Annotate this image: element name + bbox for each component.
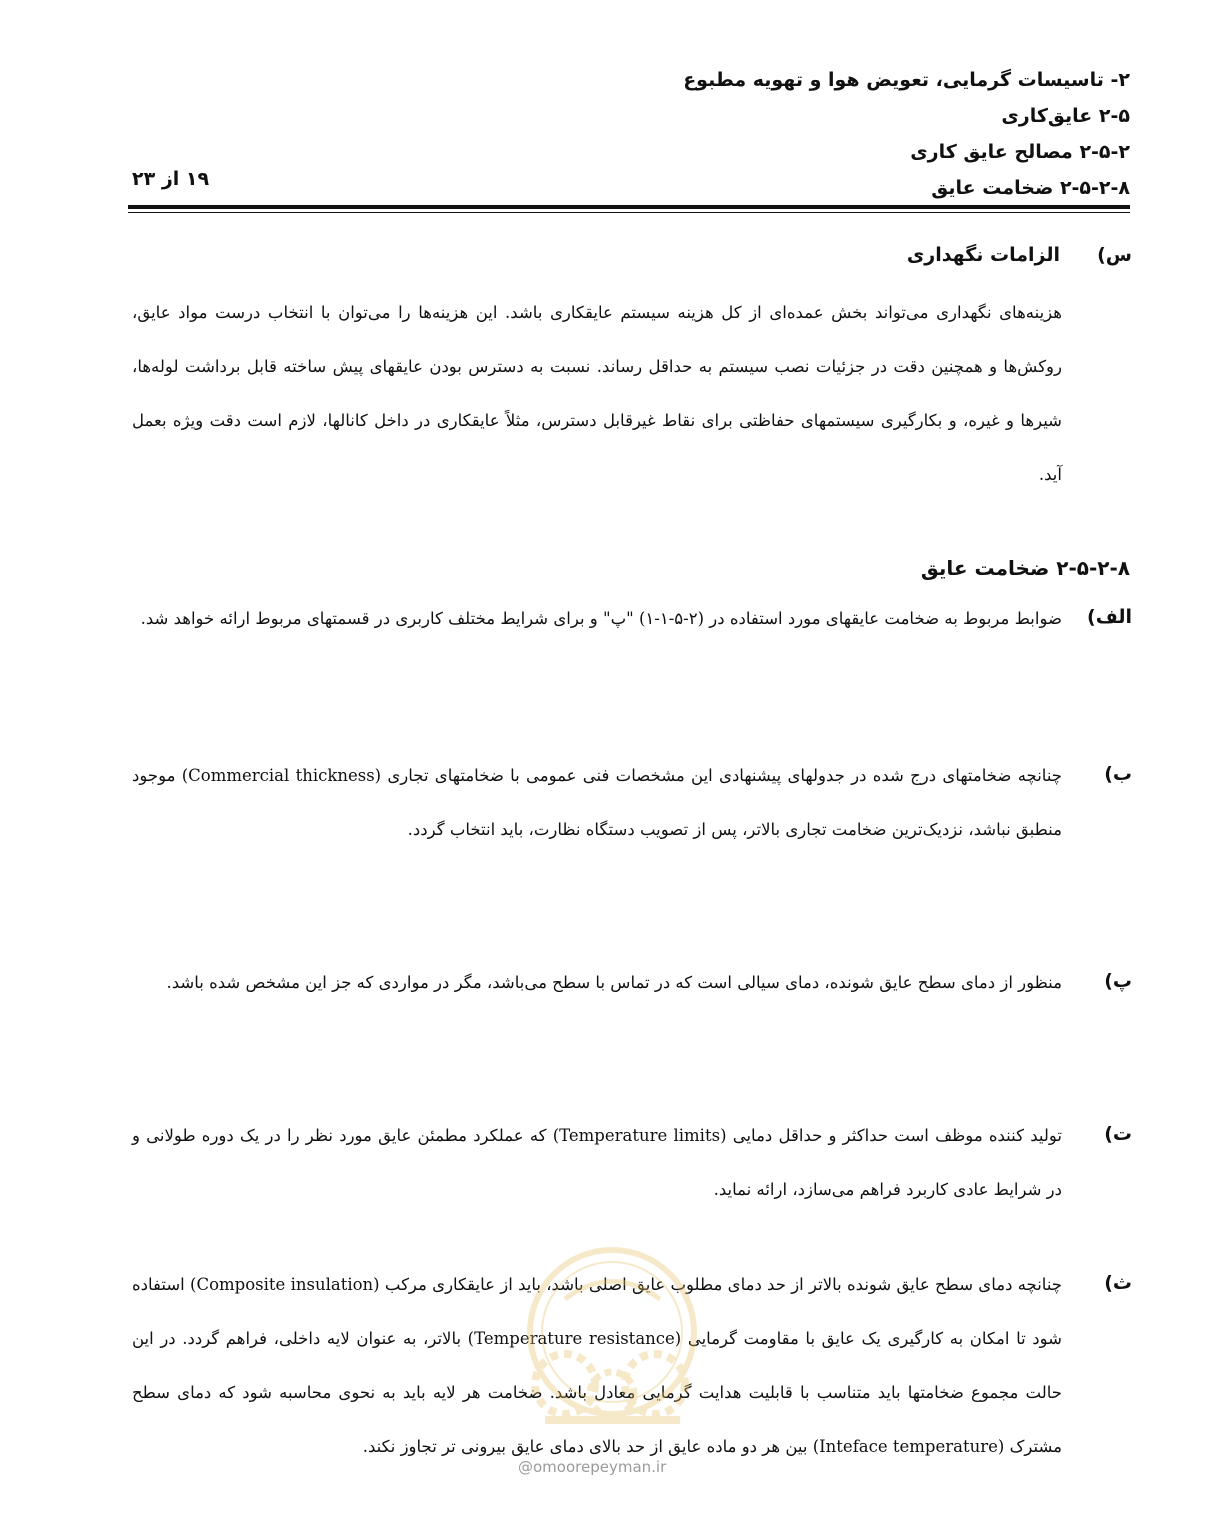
watermark-text: @omoorepeyman.ir xyxy=(518,1458,667,1476)
page-header xyxy=(130,62,1130,206)
item-text: ضوابط مربوط به ضخامت عایقهای مورد استفاده در (۲-۵-۱-۱) "پ" و برای شرایط مختلف کاربری در قسمتهای مربوط ارائه خواهد شد. xyxy=(140,609,1062,628)
item-text: تولید کننده موظف است حداکثر و حداقل دمایی (Temperature limits) که عملکرد مطمئن عایق مورد نظر را در یک دوره طولانی و در شرایط عادی کاربرد فراهم می‌سازد، ارائه نماید. xyxy=(132,1126,1062,1199)
item-text: چنانچه ضخامتهای درج شده در جدولهای پیشنهادی این مشخصات فنی عمومی با ضخامتهای تجاری (Commercial thickness) موجود منطبق نباشد، نزدیک‌ترین ضخامت تجاری بالاتر، پس از تصویب دستگاه نظارت، باید انتخاب گردد. xyxy=(132,766,1062,839)
item-text: منظور از دمای سطح عایق شونده، دمای سیالی است که در تماس با سطح می‌باشد، مگر در مواردی که جز این مشخص شده باشد. xyxy=(166,973,1062,992)
list-item xyxy=(132,970,1132,1010)
header-divider-thin xyxy=(128,212,1130,213)
list-item xyxy=(132,763,1132,857)
item-label: ت) xyxy=(1104,1123,1132,1145)
page-number: ۱۹ از ۲۳ xyxy=(132,168,210,190)
item-label: ث) xyxy=(1104,1272,1132,1294)
section-heading: ۲-۵-۲-۸ ضخامت عایق xyxy=(920,556,1130,580)
section-title: الزامات نگهداری xyxy=(906,244,1060,266)
list-item xyxy=(132,1123,1132,1217)
item-label: الف) xyxy=(1087,606,1132,628)
header-divider xyxy=(128,205,1130,209)
list-item xyxy=(132,606,1132,646)
header-chapter: ۲- تاسیسات گرمایی، تعویض هوا و تهویه مطبوع xyxy=(683,69,1130,91)
item-label: پ) xyxy=(1104,970,1132,992)
paragraph: هزینه‌های نگهداری می‌تواند بخش عمده‌ای از کل هزینه سیستم عایقکاری باشد. این هزینه‌ها را می‌توان با انتخاب درست مواد عایق، روکش‌ها و همچنین دقت در جزئیات نصب سیستم به حداقل رساند. نسبت به دسترس بودن عایقهای پیش ساخته قابل برداشت لوله‌ها، شیرها و غیره، و بکارگیری سیستمهای حفاظتی برای نقاط غیرقابل دسترس، مثلاً عایقکاری در داخل کانالها، لازم است دقت ویژه بعمل آید. xyxy=(132,303,1062,484)
header-topic: ۲-۵-۲-۸ ضخامت عایق xyxy=(931,177,1130,199)
header-section: ۲-۵ عایق‌کاری xyxy=(1001,105,1130,127)
header-subsection: ۲-۵-۲ مصالح عایق کاری xyxy=(910,141,1130,163)
item-text: چنانچه دمای سطح عایق شونده بالاتر از حد دمای مطلوب عایق اصلی باشد، باید از عایقکاری مرکب (Composite insulation) استفاده شود تا امکان به کارگیری یک عایق با مقاومت گرمایی (Temperature resistance) بالاتر، به عنوان لایه داخلی، فراهم گردد. در این حالت مجموع ضخامتها باید متناسب با قابلیت هدایت گرمایی معادل باشد. ضخامت هر لایه باید به نحوی محاسبه شود که دمای سطح مشترک (Inteface temperature) بین هر دو ماده عایق از حد بالای دمای عایق بیرونی تر تجاوز نکند. xyxy=(132,1275,1062,1456)
list-item xyxy=(132,1272,1132,1474)
item-label: ب) xyxy=(1104,763,1132,785)
item-label: س) xyxy=(1097,244,1132,266)
section-maintenance xyxy=(132,244,1132,502)
